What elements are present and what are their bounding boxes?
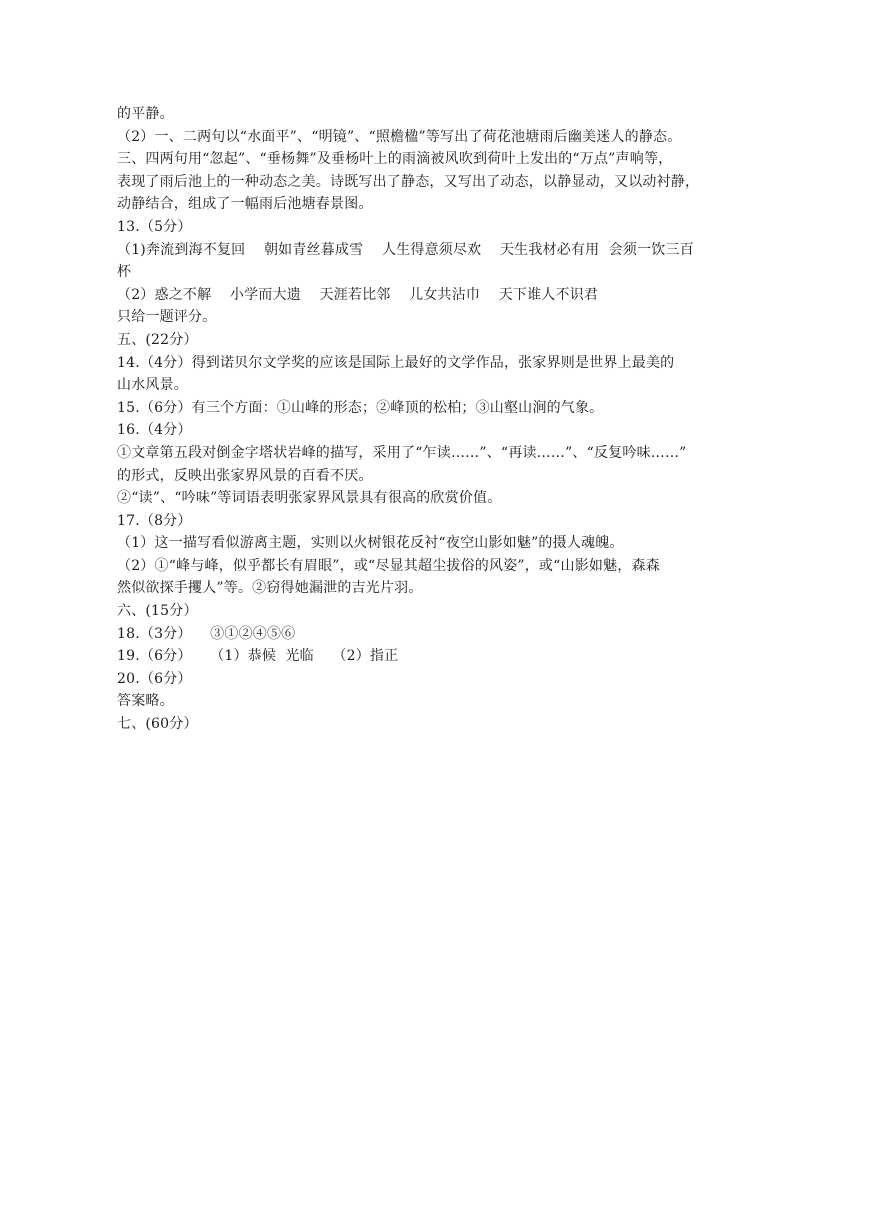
text-line: 15.（6分）有三个方面：①山峰的形态；②峰顶的松柏；③山壑山涧的气象。 <box>117 399 604 416</box>
text-line: 的形式，反映出张家界风景的百看不厌。 <box>117 467 373 484</box>
text-line: 然似欲探手攫人”等。②窃得她漏泄的吉光片羽。 <box>117 580 423 597</box>
text-line: ②“读”、“吟味”等词语表明张家界风景具有很高的欣赏价值。 <box>117 490 502 507</box>
text-line: 14.（4分）得到诺贝尔文学奖的应该是国际上最好的文学作品，张家界则是世界上最美的 <box>117 354 675 371</box>
text-line: （2）一、二两句以“水面平”、“明镜”、“照檐楹”等写出了荷花池塘雨后幽美迷人的静态。 <box>117 128 682 145</box>
section-heading: 五、(22分） <box>117 331 198 348</box>
text-line: 表现了雨后池上的一种动态之美。诗既写出了静态，又写出了动态，以静显动，又以动衬静， <box>117 173 700 190</box>
text-line: （2）惑之不解 小学而大遗 天涯若比邻 儿女共沾巾 天下谁人不识君 <box>117 286 599 303</box>
section-heading: 七、(60分） <box>117 716 198 733</box>
text-line: 动静结合，组成了一幅雨后池塘春景图。 <box>117 196 373 213</box>
section-heading: 六、(15分） <box>117 603 198 620</box>
text-line: 19.（6分） （1）恭候 光临 （2）指正 <box>117 648 399 665</box>
text-line: 山水风景。 <box>117 377 188 394</box>
text-line: ①文章第五段对倒金字塔状岩峰的描写，采用了“乍读……”、“再读……”、“反复吟味……” <box>117 444 687 461</box>
question-heading: 16.（4分） <box>117 422 192 439</box>
text-line: （2）①“峰与峰，似乎都长有眉眼”，或“尽显其超尘拔俗的风姿”，或“山影如魅，森森 <box>117 557 660 574</box>
text-line: 18.（3分） ③①②④⑤⑥ <box>117 625 296 642</box>
question-heading: 13.（5分） <box>117 218 192 235</box>
text-line: 三、四两句用“忽起”、“垂杨舞”及垂杨叶上的雨滴被风吹到荷叶上发出的“万点”声响等， <box>117 151 673 168</box>
text-line: 的平静。 <box>117 106 174 122</box>
text-line: （1）这一描写看似游离主题，实则以火树银花反衬“夜空山影如魅”的摄人魂魄。 <box>117 535 624 552</box>
question-heading: 20.（6分） <box>117 670 192 687</box>
text-line: 只给一题评分。 <box>117 309 217 326</box>
question-heading: 17.（8分） <box>117 512 192 529</box>
text-line: 答案略。 <box>117 693 174 710</box>
text-line: 杯 <box>117 264 132 281</box>
answer-key-text <box>117 103 757 736</box>
text-line: （1)奔流到海不复回 朝如青丝暮成雪 人生得意须尽欢 天生我材必有用 会须一饮三百 <box>117 241 694 258</box>
